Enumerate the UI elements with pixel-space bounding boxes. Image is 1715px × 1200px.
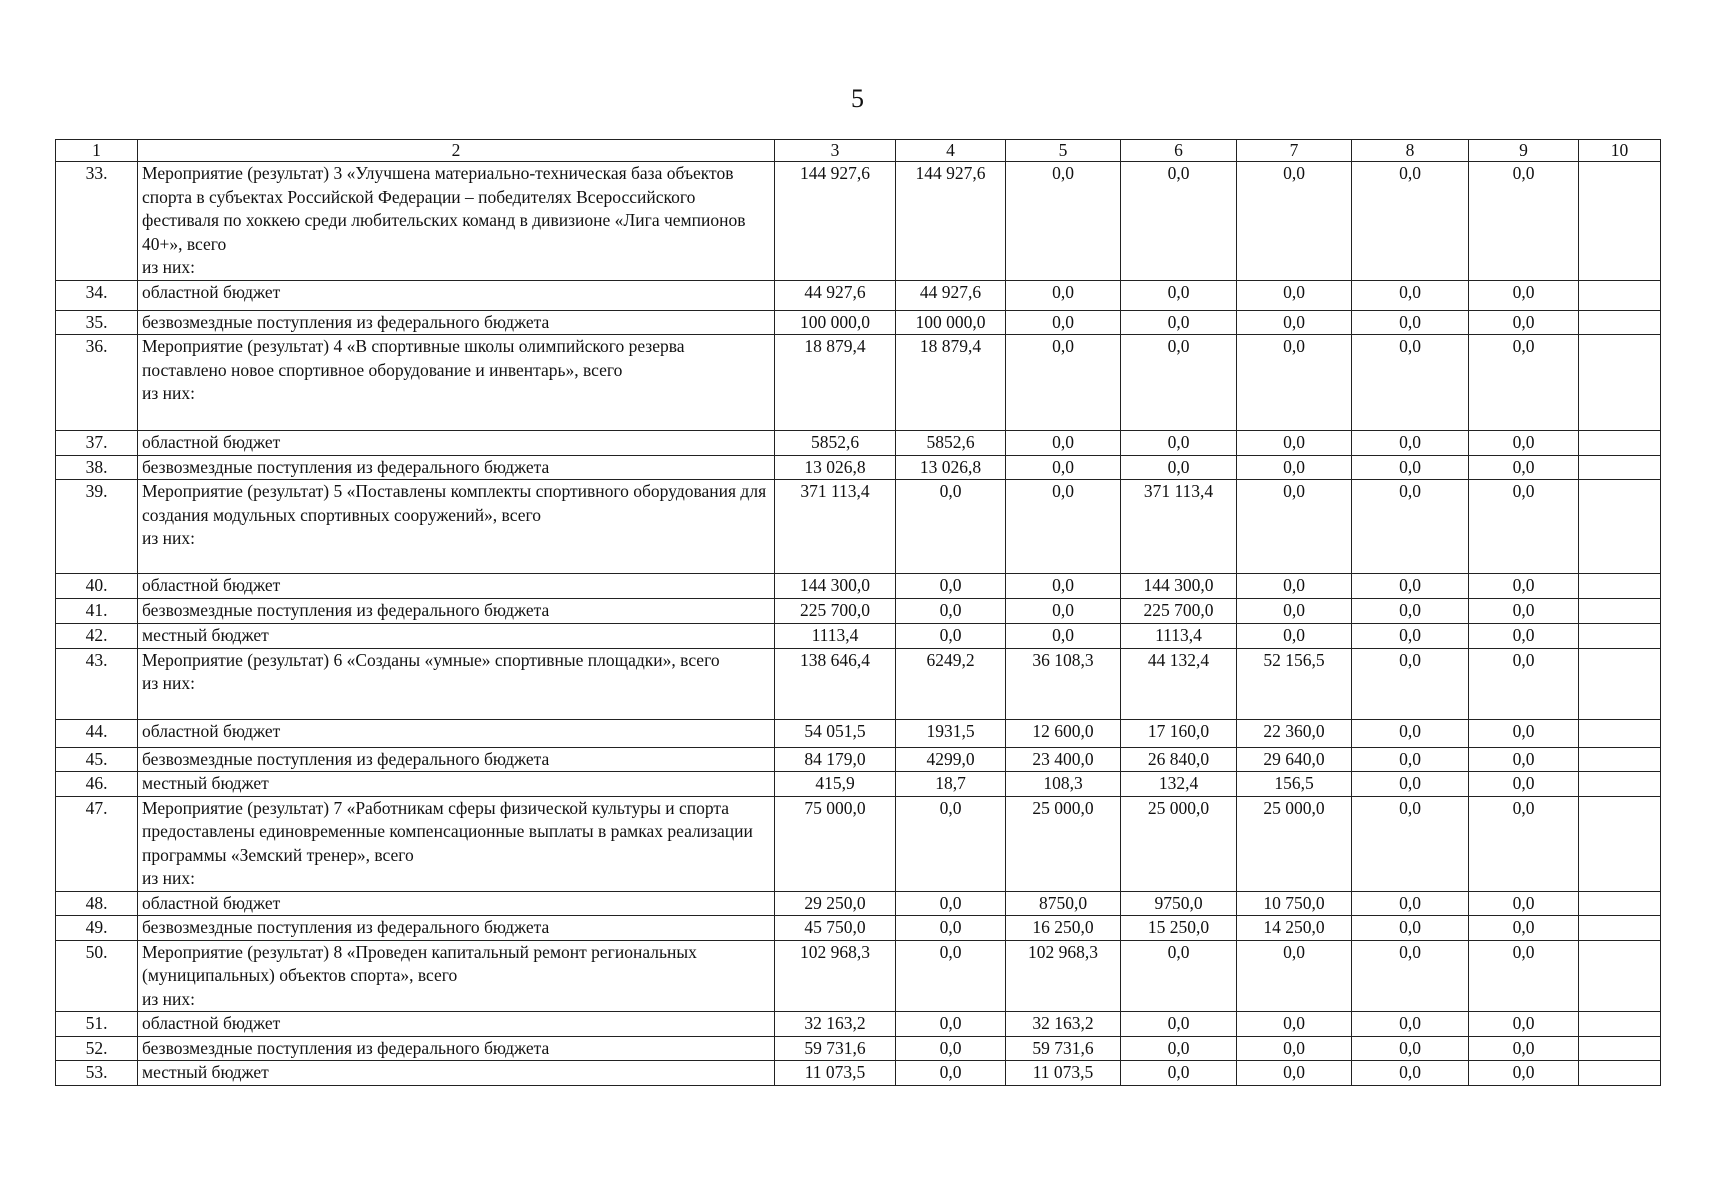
table-row (56, 335, 1661, 431)
value-cell-col-5: 0,0 (1006, 280, 1121, 310)
value-cell-col-6: 371 113,4 (1121, 480, 1237, 574)
row-description: областной бюджет (138, 719, 775, 747)
value-cell-col-7: 0,0 (1237, 1012, 1352, 1037)
value-cell-col-3: 45 750,0 (775, 916, 896, 941)
table-row (56, 772, 1661, 797)
value-cell-col-4: 0,0 (896, 1061, 1006, 1086)
value-cell-col-10 (1579, 772, 1661, 797)
row-number: 45. (56, 747, 138, 772)
column-header: 1 (56, 140, 138, 162)
value-cell-col-5: 25 000,0 (1006, 796, 1121, 891)
value-cell-col-4: 18,7 (896, 772, 1006, 797)
value-cell-col-6: 0,0 (1121, 280, 1237, 310)
value-cell-col-6: 15 250,0 (1121, 916, 1237, 941)
column-header: 2 (138, 140, 775, 162)
value-cell-col-6: 0,0 (1121, 940, 1237, 1012)
value-cell-col-3: 84 179,0 (775, 747, 896, 772)
value-cell-col-4: 0,0 (896, 891, 1006, 916)
table-row (56, 648, 1661, 719)
value-cell-col-9: 0,0 (1469, 891, 1579, 916)
table-row (56, 747, 1661, 772)
table-row (56, 796, 1661, 891)
table-body (56, 162, 1661, 1086)
row-number: 36. (56, 335, 138, 431)
value-cell-col-3: 1113,4 (775, 623, 896, 648)
value-cell-col-7: 156,5 (1237, 772, 1352, 797)
row-description: безвозмездные поступления из федерального бюджета (138, 747, 775, 772)
value-cell-col-4: 13 026,8 (896, 455, 1006, 480)
value-cell-col-3: 54 051,5 (775, 719, 896, 747)
table-header-row (56, 140, 1661, 162)
value-cell-col-6: 0,0 (1121, 1061, 1237, 1086)
budget-table (55, 139, 1661, 1086)
value-cell-col-8: 0,0 (1352, 574, 1469, 599)
value-cell-col-9: 0,0 (1469, 772, 1579, 797)
value-cell-col-10 (1579, 162, 1661, 281)
value-cell-col-6: 0,0 (1121, 455, 1237, 480)
row-number: 48. (56, 891, 138, 916)
value-cell-col-6: 132,4 (1121, 772, 1237, 797)
table-row (56, 940, 1661, 1012)
column-header: 10 (1579, 140, 1661, 162)
value-cell-col-4: 0,0 (896, 598, 1006, 623)
value-cell-col-7: 0,0 (1237, 623, 1352, 648)
value-cell-col-6: 44 132,4 (1121, 648, 1237, 719)
value-cell-col-7: 0,0 (1237, 162, 1352, 281)
value-cell-col-10 (1579, 335, 1661, 431)
value-cell-col-7: 14 250,0 (1237, 916, 1352, 941)
value-cell-col-10 (1579, 648, 1661, 719)
row-description: местный бюджет (138, 1061, 775, 1086)
value-cell-col-3: 5852,6 (775, 431, 896, 456)
value-cell-col-8: 0,0 (1352, 280, 1469, 310)
value-cell-col-7: 0,0 (1237, 940, 1352, 1012)
row-description: безвозмездные поступления из федерального бюджета (138, 1036, 775, 1061)
row-description: областной бюджет (138, 891, 775, 916)
value-cell-col-7: 10 750,0 (1237, 891, 1352, 916)
value-cell-col-6: 1113,4 (1121, 623, 1237, 648)
value-cell-col-4: 44 927,6 (896, 280, 1006, 310)
value-cell-col-6: 9750,0 (1121, 891, 1237, 916)
row-description: местный бюджет (138, 772, 775, 797)
value-cell-col-9: 0,0 (1469, 1036, 1579, 1061)
value-cell-col-10 (1579, 747, 1661, 772)
row-description: безвозмездные поступления из федерального бюджета (138, 598, 775, 623)
value-cell-col-4: 0,0 (896, 480, 1006, 574)
row-number: 41. (56, 598, 138, 623)
value-cell-col-9: 0,0 (1469, 796, 1579, 891)
row-description: Мероприятие (результат) 3 «Улучшена материально-техническая база объектов спорта в субъектах Российской Федерации – победителях Всероссийского фестиваля по хоккею среди любительских команд в дивизионе «Лига чемпионов 40+», всего из них: (138, 162, 775, 281)
value-cell-col-10 (1579, 598, 1661, 623)
value-cell-col-8: 0,0 (1352, 916, 1469, 941)
row-number: 33. (56, 162, 138, 281)
value-cell-col-7: 0,0 (1237, 480, 1352, 574)
table-row (56, 480, 1661, 574)
value-cell-col-8: 0,0 (1352, 1012, 1469, 1037)
value-cell-col-10 (1579, 796, 1661, 891)
value-cell-col-5: 0,0 (1006, 335, 1121, 431)
row-number: 35. (56, 310, 138, 335)
table-row (56, 574, 1661, 599)
value-cell-col-8: 0,0 (1352, 772, 1469, 797)
value-cell-col-5: 32 163,2 (1006, 1012, 1121, 1037)
value-cell-col-5: 102 968,3 (1006, 940, 1121, 1012)
value-cell-col-8: 0,0 (1352, 162, 1469, 281)
table-row (56, 916, 1661, 941)
row-description: областной бюджет (138, 1012, 775, 1037)
value-cell-col-9: 0,0 (1469, 455, 1579, 480)
value-cell-col-8: 0,0 (1352, 891, 1469, 916)
value-cell-col-8: 0,0 (1352, 335, 1469, 431)
row-description: безвозмездные поступления из федерального бюджета (138, 455, 775, 480)
value-cell-col-5: 0,0 (1006, 162, 1121, 281)
value-cell-col-4: 0,0 (896, 574, 1006, 599)
value-cell-col-7: 0,0 (1237, 455, 1352, 480)
table-row (56, 891, 1661, 916)
value-cell-col-4: 0,0 (896, 796, 1006, 891)
row-description: Мероприятие (результат) 4 «В спортивные школы олимпийского резерва поставлено новое спортивное оборудование и инвентарь», всего из них: (138, 335, 775, 431)
value-cell-col-5: 0,0 (1006, 598, 1121, 623)
row-description: областной бюджет (138, 431, 775, 456)
table-row (56, 162, 1661, 281)
value-cell-col-3: 225 700,0 (775, 598, 896, 623)
value-cell-col-9: 0,0 (1469, 480, 1579, 574)
value-cell-col-7: 0,0 (1237, 335, 1352, 431)
value-cell-col-4: 0,0 (896, 916, 1006, 941)
value-cell-col-3: 415,9 (775, 772, 896, 797)
value-cell-col-9: 0,0 (1469, 648, 1579, 719)
value-cell-col-9: 0,0 (1469, 719, 1579, 747)
value-cell-col-5: 0,0 (1006, 480, 1121, 574)
column-header: 4 (896, 140, 1006, 162)
value-cell-col-7: 0,0 (1237, 1061, 1352, 1086)
value-cell-col-5: 11 073,5 (1006, 1061, 1121, 1086)
value-cell-col-10 (1579, 310, 1661, 335)
value-cell-col-4: 0,0 (896, 623, 1006, 648)
value-cell-col-10 (1579, 574, 1661, 599)
column-header: 7 (1237, 140, 1352, 162)
value-cell-col-9: 0,0 (1469, 335, 1579, 431)
row-number: 46. (56, 772, 138, 797)
value-cell-col-6: 225 700,0 (1121, 598, 1237, 623)
value-cell-col-10 (1579, 280, 1661, 310)
row-number: 38. (56, 455, 138, 480)
value-cell-col-5: 0,0 (1006, 310, 1121, 335)
value-cell-col-10 (1579, 940, 1661, 1012)
row-number: 39. (56, 480, 138, 574)
row-number: 37. (56, 431, 138, 456)
row-number: 52. (56, 1036, 138, 1061)
value-cell-col-7: 0,0 (1237, 280, 1352, 310)
value-cell-col-3: 138 646,4 (775, 648, 896, 719)
value-cell-col-8: 0,0 (1352, 598, 1469, 623)
value-cell-col-10 (1579, 431, 1661, 456)
row-number: 50. (56, 940, 138, 1012)
value-cell-col-10 (1579, 891, 1661, 916)
value-cell-col-6: 144 300,0 (1121, 574, 1237, 599)
value-cell-col-3: 371 113,4 (775, 480, 896, 574)
value-cell-col-8: 0,0 (1352, 1061, 1469, 1086)
value-cell-col-7: 29 640,0 (1237, 747, 1352, 772)
value-cell-col-10 (1579, 1061, 1661, 1086)
table-row (56, 1036, 1661, 1061)
row-description: местный бюджет (138, 623, 775, 648)
value-cell-col-10 (1579, 480, 1661, 574)
value-cell-col-3: 102 968,3 (775, 940, 896, 1012)
row-number: 43. (56, 648, 138, 719)
value-cell-col-3: 44 927,6 (775, 280, 896, 310)
value-cell-col-9: 0,0 (1469, 431, 1579, 456)
value-cell-col-10 (1579, 1036, 1661, 1061)
value-cell-col-10 (1579, 1012, 1661, 1037)
value-cell-col-10 (1579, 916, 1661, 941)
value-cell-col-6: 0,0 (1121, 1012, 1237, 1037)
value-cell-col-8: 0,0 (1352, 623, 1469, 648)
row-description: областной бюджет (138, 574, 775, 599)
value-cell-col-5: 0,0 (1006, 623, 1121, 648)
value-cell-col-10 (1579, 455, 1661, 480)
value-cell-col-9: 0,0 (1469, 747, 1579, 772)
value-cell-col-3: 29 250,0 (775, 891, 896, 916)
value-cell-col-7: 25 000,0 (1237, 796, 1352, 891)
value-cell-col-4: 4299,0 (896, 747, 1006, 772)
row-description: Мероприятие (результат) 5 «Поставлены комплекты спортивного оборудования для создания модульных спортивных сооружений», всего из них: (138, 480, 775, 574)
value-cell-col-7: 0,0 (1237, 598, 1352, 623)
value-cell-col-8: 0,0 (1352, 310, 1469, 335)
column-header: 9 (1469, 140, 1579, 162)
table-row (56, 1012, 1661, 1037)
column-header: 8 (1352, 140, 1469, 162)
value-cell-col-6: 25 000,0 (1121, 796, 1237, 891)
value-cell-col-6: 0,0 (1121, 310, 1237, 335)
table-row (56, 431, 1661, 456)
value-cell-col-4: 144 927,6 (896, 162, 1006, 281)
value-cell-col-4: 1931,5 (896, 719, 1006, 747)
value-cell-col-9: 0,0 (1469, 1061, 1579, 1086)
page-number: 5 (851, 84, 864, 113)
value-cell-col-4: 18 879,4 (896, 335, 1006, 431)
row-number: 51. (56, 1012, 138, 1037)
value-cell-col-4: 0,0 (896, 940, 1006, 1012)
value-cell-col-4: 0,0 (896, 1012, 1006, 1037)
value-cell-col-5: 8750,0 (1006, 891, 1121, 916)
value-cell-col-5: 23 400,0 (1006, 747, 1121, 772)
value-cell-col-5: 108,3 (1006, 772, 1121, 797)
value-cell-col-4: 6249,2 (896, 648, 1006, 719)
table-row (56, 455, 1661, 480)
row-number: 40. (56, 574, 138, 599)
column-header: 3 (775, 140, 896, 162)
value-cell-col-5: 16 250,0 (1006, 916, 1121, 941)
table-row (56, 623, 1661, 648)
value-cell-col-6: 0,0 (1121, 1036, 1237, 1061)
value-cell-col-6: 17 160,0 (1121, 719, 1237, 747)
value-cell-col-8: 0,0 (1352, 455, 1469, 480)
row-number: 44. (56, 719, 138, 747)
value-cell-col-6: 0,0 (1121, 431, 1237, 456)
value-cell-col-8: 0,0 (1352, 648, 1469, 719)
value-cell-col-3: 13 026,8 (775, 455, 896, 480)
value-cell-col-9: 0,0 (1469, 1012, 1579, 1037)
value-cell-col-10 (1579, 719, 1661, 747)
value-cell-col-9: 0,0 (1469, 940, 1579, 1012)
row-number: 34. (56, 280, 138, 310)
table-row (56, 598, 1661, 623)
row-description: Мероприятие (результат) 6 «Созданы «умные» спортивные площадки», всего из них: (138, 648, 775, 719)
value-cell-col-7: 52 156,5 (1237, 648, 1352, 719)
value-cell-col-9: 0,0 (1469, 916, 1579, 941)
value-cell-col-7: 22 360,0 (1237, 719, 1352, 747)
value-cell-col-5: 0,0 (1006, 431, 1121, 456)
value-cell-col-10 (1579, 623, 1661, 648)
value-cell-col-8: 0,0 (1352, 431, 1469, 456)
value-cell-col-9: 0,0 (1469, 162, 1579, 281)
value-cell-col-7: 0,0 (1237, 1036, 1352, 1061)
value-cell-col-8: 0,0 (1352, 747, 1469, 772)
value-cell-col-5: 36 108,3 (1006, 648, 1121, 719)
value-cell-col-3: 32 163,2 (775, 1012, 896, 1037)
value-cell-col-6: 26 840,0 (1121, 747, 1237, 772)
value-cell-col-8: 0,0 (1352, 480, 1469, 574)
row-description: Мероприятие (результат) 8 «Проведен капитальный ремонт региональных (муниципальных) объектов спорта», всего из них: (138, 940, 775, 1012)
value-cell-col-4: 100 000,0 (896, 310, 1006, 335)
value-cell-col-3: 75 000,0 (775, 796, 896, 891)
value-cell-col-4: 5852,6 (896, 431, 1006, 456)
row-number: 42. (56, 623, 138, 648)
value-cell-col-5: 0,0 (1006, 455, 1121, 480)
row-description: безвозмездные поступления из федерального бюджета (138, 916, 775, 941)
table-row (56, 310, 1661, 335)
row-number: 53. (56, 1061, 138, 1086)
value-cell-col-9: 0,0 (1469, 574, 1579, 599)
value-cell-col-8: 0,0 (1352, 1036, 1469, 1061)
value-cell-col-7: 0,0 (1237, 574, 1352, 599)
value-cell-col-9: 0,0 (1469, 623, 1579, 648)
value-cell-col-4: 0,0 (896, 1036, 1006, 1061)
value-cell-col-8: 0,0 (1352, 796, 1469, 891)
row-description: Мероприятие (результат) 7 «Работникам сферы физической культуры и спорта предоставлены единовременные компенсационные выплаты в рамках реализации программы «Земский тренер», всего из них: (138, 796, 775, 891)
row-number: 49. (56, 916, 138, 941)
value-cell-col-3: 144 300,0 (775, 574, 896, 599)
value-cell-col-9: 0,0 (1469, 280, 1579, 310)
row-description: областной бюджет (138, 280, 775, 310)
row-description: безвозмездные поступления из федерального бюджета (138, 310, 775, 335)
value-cell-col-5: 0,0 (1006, 574, 1121, 599)
column-header: 5 (1006, 140, 1121, 162)
value-cell-col-9: 0,0 (1469, 310, 1579, 335)
value-cell-col-8: 0,0 (1352, 719, 1469, 747)
value-cell-col-3: 59 731,6 (775, 1036, 896, 1061)
value-cell-col-7: 0,0 (1237, 431, 1352, 456)
value-cell-col-3: 100 000,0 (775, 310, 896, 335)
table-row (56, 1061, 1661, 1086)
table-row (56, 280, 1661, 310)
value-cell-col-7: 0,0 (1237, 310, 1352, 335)
value-cell-col-9: 0,0 (1469, 598, 1579, 623)
value-cell-col-6: 0,0 (1121, 335, 1237, 431)
value-cell-col-5: 59 731,6 (1006, 1036, 1121, 1061)
table-row (56, 719, 1661, 747)
value-cell-col-6: 0,0 (1121, 162, 1237, 281)
value-cell-col-3: 18 879,4 (775, 335, 896, 431)
value-cell-col-8: 0,0 (1352, 940, 1469, 1012)
row-number: 47. (56, 796, 138, 891)
value-cell-col-3: 11 073,5 (775, 1061, 896, 1086)
value-cell-col-3: 144 927,6 (775, 162, 896, 281)
column-header: 6 (1121, 140, 1237, 162)
value-cell-col-5: 12 600,0 (1006, 719, 1121, 747)
